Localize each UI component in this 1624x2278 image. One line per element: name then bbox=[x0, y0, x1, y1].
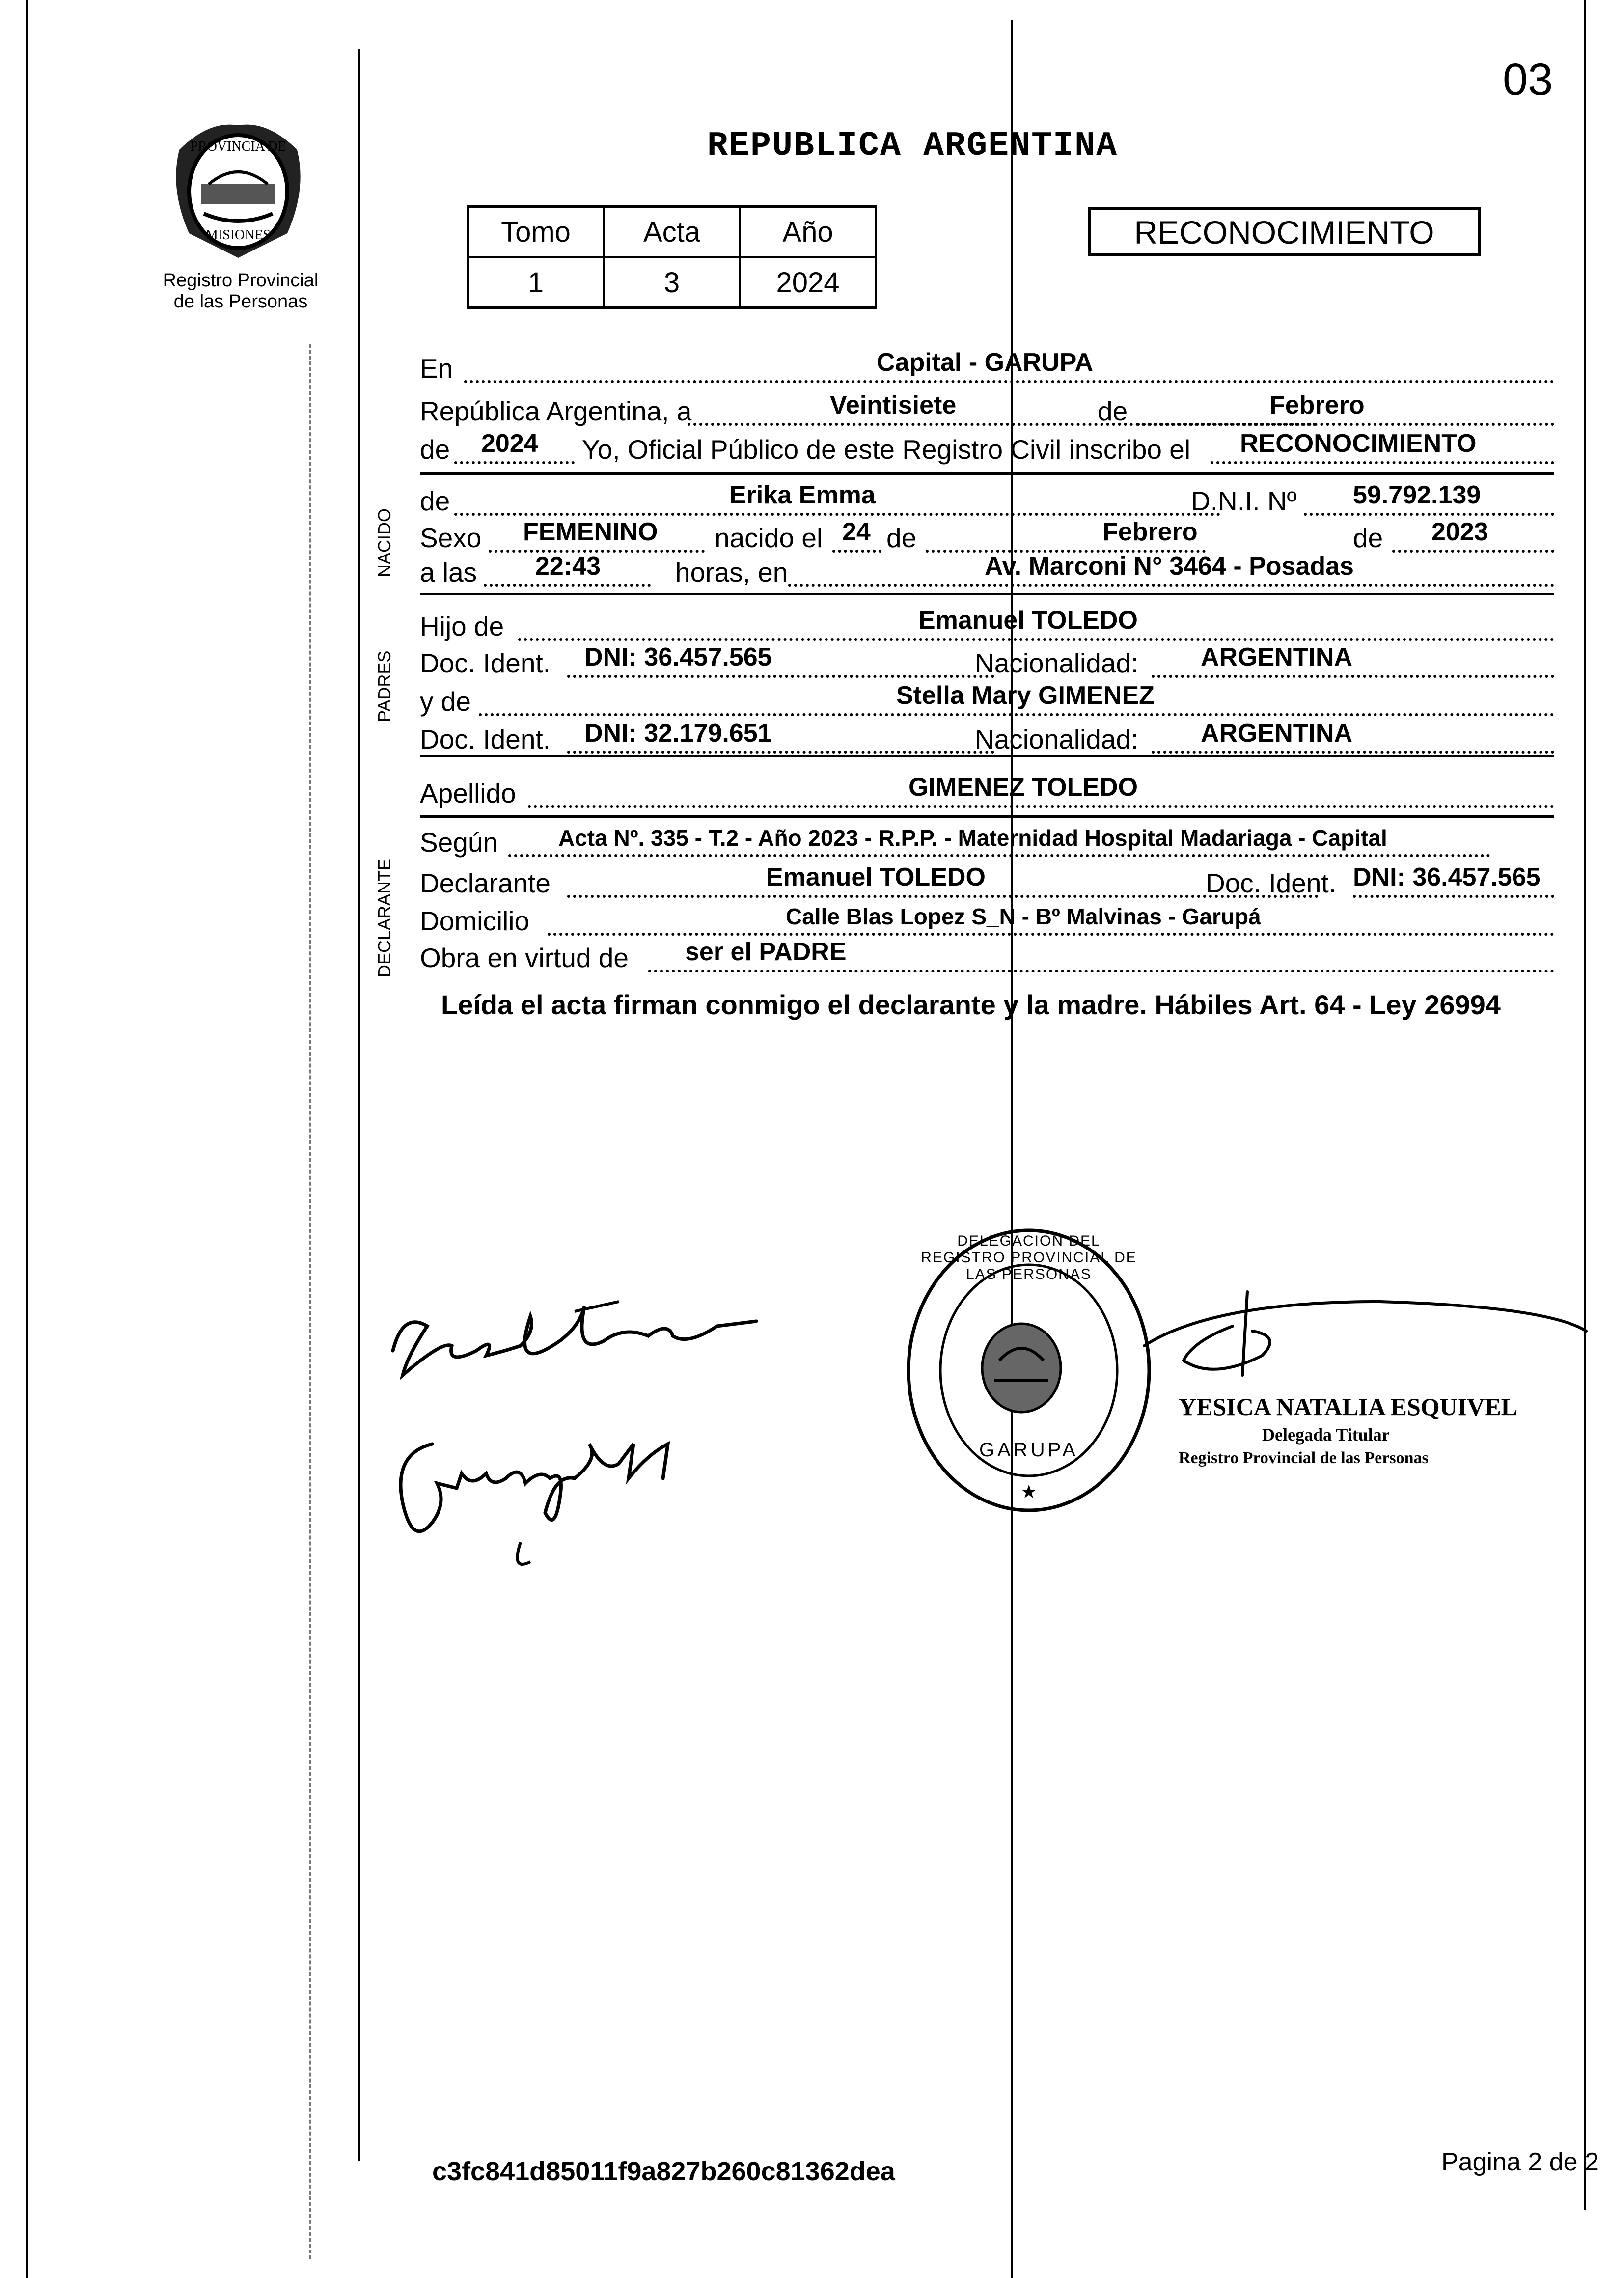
value-nombre: Erika Emma bbox=[729, 481, 876, 509]
seal-bottom-text: MISIONES bbox=[205, 227, 271, 243]
label-republica: República Argentina, a bbox=[420, 396, 692, 426]
stamp-city: GARUPA bbox=[979, 1439, 1078, 1461]
label-doc-declarante: Doc. Ident. bbox=[1206, 868, 1336, 898]
logo-caption-1: Registro Provincial bbox=[163, 270, 319, 291]
value-madre: Stella Mary GIMENEZ bbox=[896, 681, 1155, 710]
section-label-declarante: DECLARANTE bbox=[374, 858, 394, 977]
anio-header: Año bbox=[740, 207, 876, 257]
value-declarante-doc: DNI: 36.457.565 bbox=[1353, 863, 1541, 891]
value-padre-nac: ARGENTINA bbox=[1201, 643, 1353, 671]
register-table bbox=[467, 205, 877, 309]
dots bbox=[464, 380, 1554, 383]
official-office: Registro Provincial de las Personas bbox=[1179, 1449, 1429, 1467]
logo-caption-2: de las Personas bbox=[173, 291, 308, 312]
row-fecha bbox=[420, 387, 1554, 431]
dots bbox=[1152, 751, 1554, 754]
separator bbox=[420, 593, 1554, 595]
document-title: REPUBLICA ARGENTINA bbox=[707, 127, 1118, 166]
label-doc-padre: Doc. Ident. bbox=[420, 648, 551, 678]
value-padre: Emanuel TOLEDO bbox=[918, 606, 1138, 635]
label-y-de: y de bbox=[420, 686, 471, 717]
row-obra bbox=[420, 933, 1554, 977]
value-hora: 22:43 bbox=[535, 552, 601, 581]
row-en bbox=[420, 344, 1554, 388]
value-nac-mes: Febrero bbox=[1102, 518, 1198, 546]
pagination: Pagina 2 de 2 bbox=[1441, 2148, 1599, 2176]
label-dni: D.N.I. Nº bbox=[1191, 486, 1297, 516]
official-role: Delegada Titular bbox=[1262, 1425, 1390, 1445]
label-nacido-el: nacido el bbox=[715, 523, 823, 553]
dots bbox=[788, 584, 1554, 587]
acta-header: Acta bbox=[604, 207, 740, 257]
seal-top-text: PROVINCIA DE bbox=[190, 139, 286, 154]
label-sexo: Sexo bbox=[420, 523, 482, 553]
dots bbox=[648, 970, 1554, 972]
value-declarante: Emanuel TOLEDO bbox=[766, 863, 986, 891]
section-label-nacido: NACIDO bbox=[374, 508, 394, 577]
dots bbox=[508, 854, 1490, 857]
signature-father bbox=[373, 1267, 766, 1405]
dots bbox=[1211, 461, 1554, 464]
row-inscripcion bbox=[420, 425, 1554, 469]
dots bbox=[484, 584, 651, 587]
official-name: YESICA NATALIA ESQUIVEL bbox=[1179, 1393, 1518, 1420]
label-de-anio-nac: de bbox=[1353, 523, 1383, 553]
value-segun: Acta Nº. 335 - T.2 - Año 2023 - R.P.P. - Maternidad Hospital Madariaga - Capital bbox=[558, 825, 1387, 851]
value-domicilio: Calle Blas Lopez S_N - Bº Malvinas - Garupá bbox=[786, 904, 1261, 929]
signature-official bbox=[1134, 1282, 1601, 1405]
act-type-box: RECONOCIMIENTO bbox=[1088, 207, 1481, 256]
separator bbox=[420, 472, 1554, 475]
label-hijo-de: Hijo de bbox=[420, 611, 504, 641]
acta-value: 3 bbox=[604, 257, 740, 308]
value-lugar-nac: Av. Marconi N° 3464 - Posadas bbox=[985, 552, 1354, 581]
value-lugar: Capital - GARUPA bbox=[877, 348, 1094, 377]
row-segun bbox=[420, 818, 1554, 862]
value-dia: Veintisiete bbox=[830, 391, 957, 419]
svg-text:★: ★ bbox=[1020, 1482, 1038, 1502]
value-sexo: FEMENINO bbox=[523, 518, 658, 546]
label-doc-madre: Doc. Ident. bbox=[420, 724, 551, 754]
label-a-las: a las bbox=[420, 557, 477, 587]
value-anio: 2024 bbox=[481, 429, 538, 458]
label-obra: Obra en virtud de bbox=[420, 943, 629, 973]
tomo-value: 1 bbox=[468, 257, 604, 308]
value-nac-anio: 2023 bbox=[1431, 518, 1488, 546]
dots bbox=[528, 805, 1554, 808]
province-logo bbox=[160, 111, 317, 268]
right-margin-line bbox=[1584, 0, 1586, 2210]
label-segun: Según bbox=[420, 827, 498, 858]
value-madre-doc: DNI: 32.179.651 bbox=[584, 719, 772, 748]
value-apellido: GIMENEZ TOLEDO bbox=[908, 773, 1138, 802]
label-yo: Yo, Oficial Público de este Registro Civil inscribo el bbox=[582, 434, 1191, 465]
dots bbox=[454, 461, 575, 464]
closing-text: Leída el acta firman conmigo el declarante y la madre. Hábiles Art. 64 - Ley 26994 bbox=[441, 989, 1501, 1020]
row-padre-doc bbox=[420, 639, 1554, 683]
label-apellido: Apellido bbox=[420, 778, 516, 808]
stamp-ring-text: DELEGACION DEL REGISTRO PROVINCIAL DE LAS PERSONAS bbox=[921, 1233, 1137, 1282]
value-tipo: RECONOCIMIENTO bbox=[1240, 429, 1477, 458]
row-madre-doc bbox=[420, 715, 1554, 759]
left-page-edge bbox=[26, 0, 28, 2278]
section-label-padres: PADRES bbox=[374, 650, 394, 722]
value-padre-doc: DNI: 36.457.565 bbox=[584, 643, 772, 671]
page-number: 03 bbox=[1503, 55, 1553, 105]
label-de-mes: de bbox=[886, 523, 917, 553]
label-de-anio: de bbox=[420, 434, 450, 465]
row-apellido bbox=[420, 769, 1554, 813]
value-obra: ser el PADRE bbox=[685, 938, 847, 966]
binding-dashes bbox=[309, 344, 311, 2259]
row-hora bbox=[420, 548, 1554, 592]
label-domicilio: Domicilio bbox=[420, 906, 530, 936]
official-stamp bbox=[901, 1223, 1156, 1518]
value-nac-dia: 24 bbox=[842, 518, 871, 546]
label-de-nombre: de bbox=[420, 486, 450, 516]
signature-mother bbox=[373, 1415, 717, 1582]
value-mes: Febrero bbox=[1269, 391, 1365, 419]
separator bbox=[420, 755, 1554, 757]
dots bbox=[567, 751, 994, 754]
label-declarante: Declarante bbox=[420, 868, 551, 898]
left-margin-line bbox=[358, 49, 360, 2161]
anio-value: 2024 bbox=[740, 257, 876, 308]
value-dni: 59.792.139 bbox=[1353, 481, 1481, 509]
label-de: de bbox=[1098, 396, 1128, 426]
label-nac-padre: Nacionalidad: bbox=[975, 648, 1139, 678]
label-horas-en: horas, en bbox=[675, 557, 788, 587]
document-hash: c3fc841d85011f9a827b260c81362dea bbox=[432, 2157, 895, 2186]
value-madre-nac: ARGENTINA bbox=[1201, 719, 1353, 748]
tomo-header: Tomo bbox=[468, 207, 604, 257]
label-en: En bbox=[420, 353, 453, 384]
label-nac-madre: Nacionalidad: bbox=[975, 724, 1139, 754]
